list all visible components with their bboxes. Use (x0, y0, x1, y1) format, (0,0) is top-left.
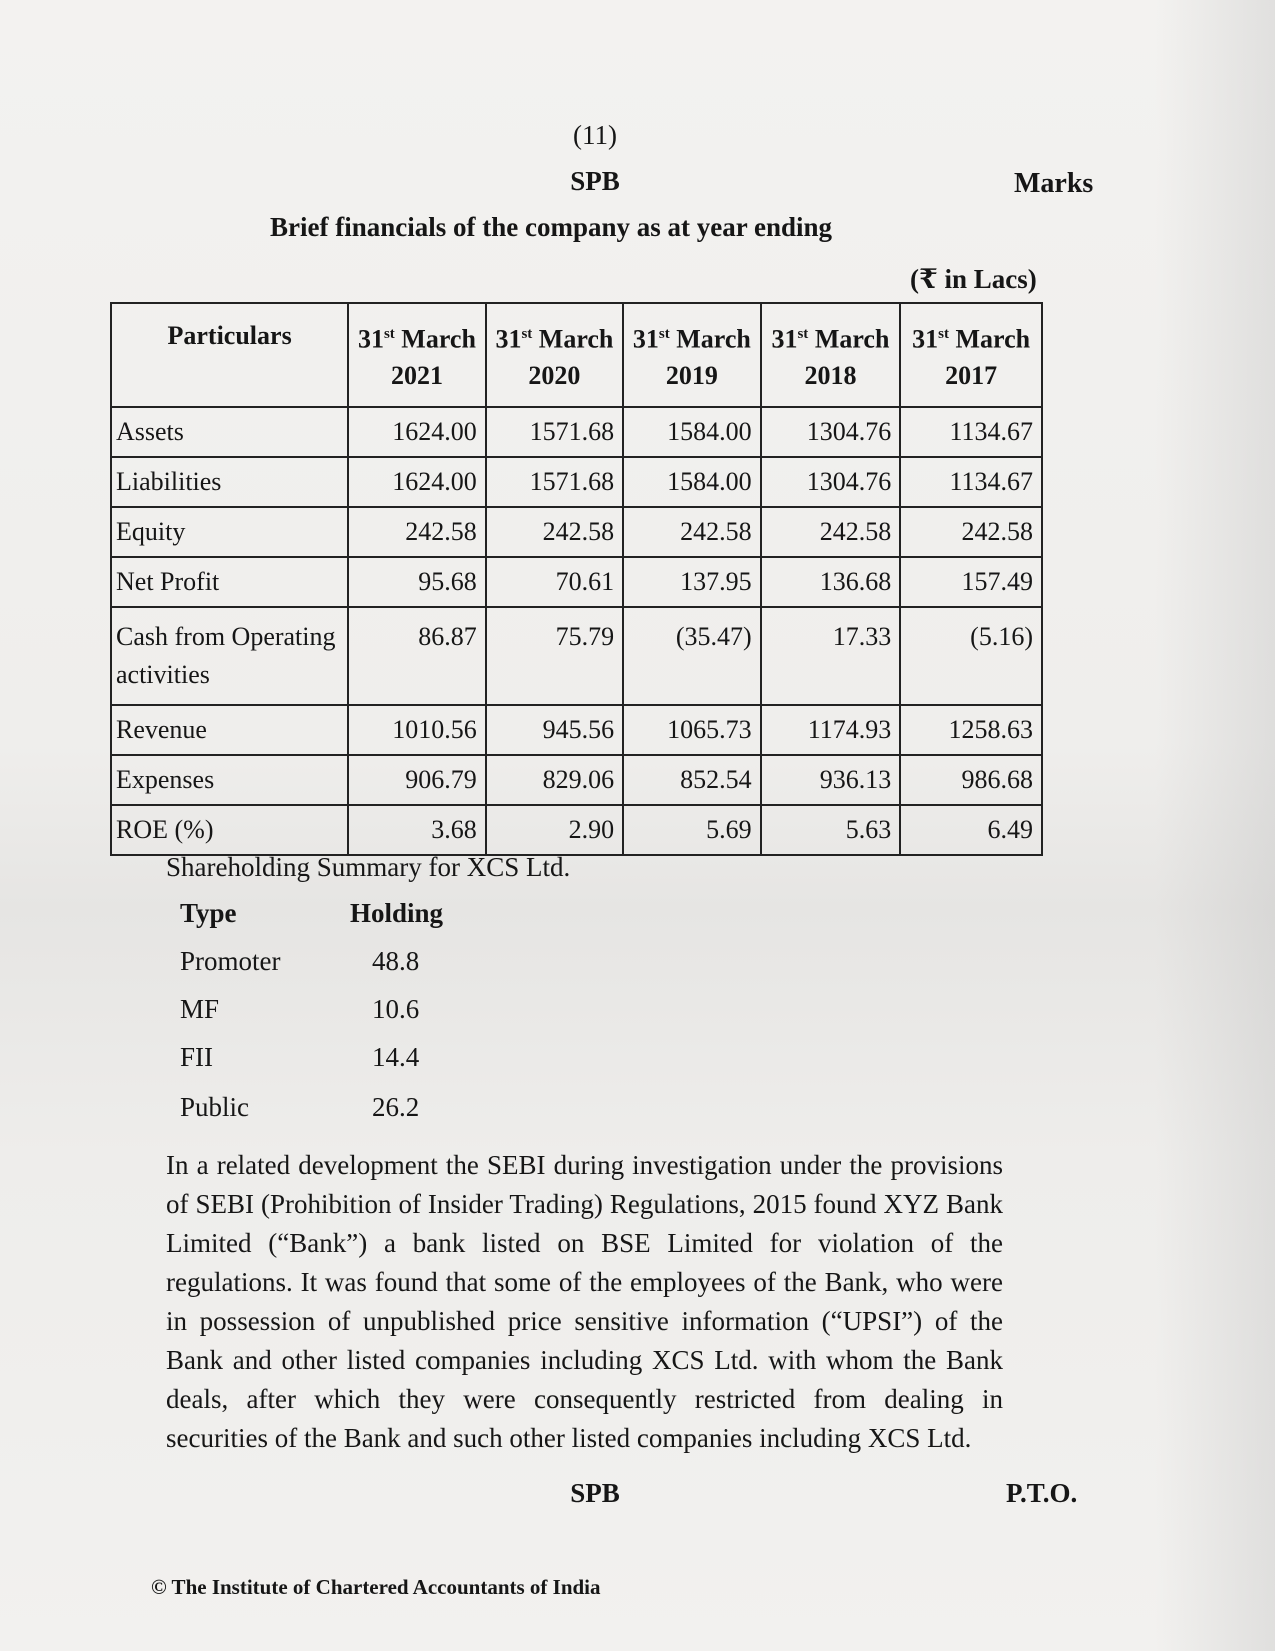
table-cell: 70.61 (486, 557, 623, 607)
shareholding-title: Shareholding Summary for XCS Ltd. (166, 852, 571, 882)
table-cell: 1065.73 (623, 705, 760, 755)
shareholding-value: 14.4 (372, 1042, 420, 1072)
col-header-year: 31st March 2017 (900, 303, 1042, 407)
table-cell: 829.06 (486, 755, 623, 805)
row-label: Expenses (111, 755, 348, 805)
table-row (111, 407, 1042, 457)
copyright-notice: © The Institute of Chartered Accountants of India (151, 1575, 601, 1599)
table-cell: 906.79 (348, 755, 485, 805)
table-cell: 242.58 (623, 507, 760, 557)
table-cell: 157.49 (900, 557, 1042, 607)
table-cell: 1624.00 (348, 457, 485, 507)
table-cell: 986.68 (900, 755, 1042, 805)
case-paragraph: In a related development the SEBI during investigation under the provisions of SEBI (Prohibition of Insider Trading) Regulations, 2015 found XYZ Bank Limited (“Bank”) a bank listed on BSE Limited for violation of the regulations. It was found that some of the employees of the Bank, who were in possession of unpublished price sensitive information (“UPSI”) of the Bank and other listed companies including XCS Ltd. with whom the Bank deals, after which they were consequently restricted from dealing in securities of the Bank and such other listed companies including XCS Ltd. (166, 1150, 1003, 1453)
col-header-year: 31st March 2020 (486, 303, 623, 407)
footer-paper-code: SPB (570, 1478, 620, 1508)
table-cell: 1584.00 (623, 407, 760, 457)
table-cell: 242.58 (348, 507, 485, 557)
shareholding-type: Public (180, 1092, 250, 1122)
financials-table (110, 302, 1043, 856)
col-header-particulars: Particulars (111, 303, 348, 407)
shareholding-col-type: Type (180, 898, 237, 928)
table-cell: 936.13 (761, 755, 901, 805)
table-cell: (5.16) (900, 607, 1042, 705)
row-label: ROE (%) (111, 805, 348, 855)
shareholding-value: 26.2 (372, 1092, 420, 1122)
financials-caption: Brief financials of the company as at year ending (270, 212, 832, 242)
table-cell: 6.49 (900, 805, 1042, 855)
table-cell: 75.79 (486, 607, 623, 705)
col-header-year: 31st March 2018 (761, 303, 901, 407)
table-row (111, 705, 1042, 755)
row-label: Revenue (111, 705, 348, 755)
row-label: Assets (111, 407, 348, 457)
table-cell: 1624.00 (348, 407, 485, 457)
table-row (111, 805, 1042, 855)
row-label: Liabilities (111, 457, 348, 507)
table-row (111, 607, 1042, 705)
table-cell: 5.63 (761, 805, 901, 855)
header-paper-code: SPB (570, 166, 620, 196)
table-cell: 242.58 (761, 507, 901, 557)
shareholding-type: Promoter (180, 946, 281, 976)
table-cell: 136.68 (761, 557, 901, 607)
table-cell: 95.68 (348, 557, 485, 607)
table-cell: 3.68 (348, 805, 485, 855)
table-row (111, 755, 1042, 805)
row-label: Equity (111, 507, 348, 557)
table-cell: 5.69 (623, 805, 760, 855)
table-cell: 1010.56 (348, 705, 485, 755)
table-row (111, 457, 1042, 507)
table-header-row (111, 303, 1042, 407)
shareholding-col-holding: Holding (350, 898, 444, 928)
table-cell: 86.87 (348, 607, 485, 705)
page-number: (11) (573, 120, 617, 150)
shareholding-type: FII (180, 1042, 213, 1072)
table-cell: 17.33 (761, 607, 901, 705)
table-cell: 945.56 (486, 705, 623, 755)
col-header-year: 31st March 2021 (348, 303, 485, 407)
unit-note: (₹ in Lacs) (910, 264, 1037, 294)
table-cell: 2.90 (486, 805, 623, 855)
table-cell: 852.54 (623, 755, 760, 805)
table-cell: 1304.76 (761, 407, 901, 457)
table-cell: 1584.00 (623, 457, 760, 507)
row-label: Cash from Operating activities (111, 607, 348, 705)
table-cell: 1134.67 (900, 407, 1042, 457)
table-cell: 1134.67 (900, 457, 1042, 507)
shareholding-type: MF (180, 994, 220, 1024)
col-header-year: 31st March 2019 (623, 303, 760, 407)
table-cell: 137.95 (623, 557, 760, 607)
scan-edge-shadow (1155, 0, 1275, 1651)
table-cell: 1571.68 (486, 407, 623, 457)
table-cell: 1571.68 (486, 457, 623, 507)
row-label: Net Profit (111, 557, 348, 607)
table-cell: 1258.63 (900, 705, 1042, 755)
table-cell: 242.58 (486, 507, 623, 557)
table-row (111, 557, 1042, 607)
pto-label: P.T.O. (1006, 1478, 1078, 1508)
table-cell: 1304.76 (761, 457, 901, 507)
table-cell: 242.58 (900, 507, 1042, 557)
shareholding-value: 48.8 (372, 946, 420, 976)
table-cell: (35.47) (623, 607, 760, 705)
marks-label: Marks (1014, 168, 1094, 199)
table-row (111, 507, 1042, 557)
shareholding-value: 10.6 (372, 994, 420, 1024)
table-cell: 1174.93 (761, 705, 901, 755)
